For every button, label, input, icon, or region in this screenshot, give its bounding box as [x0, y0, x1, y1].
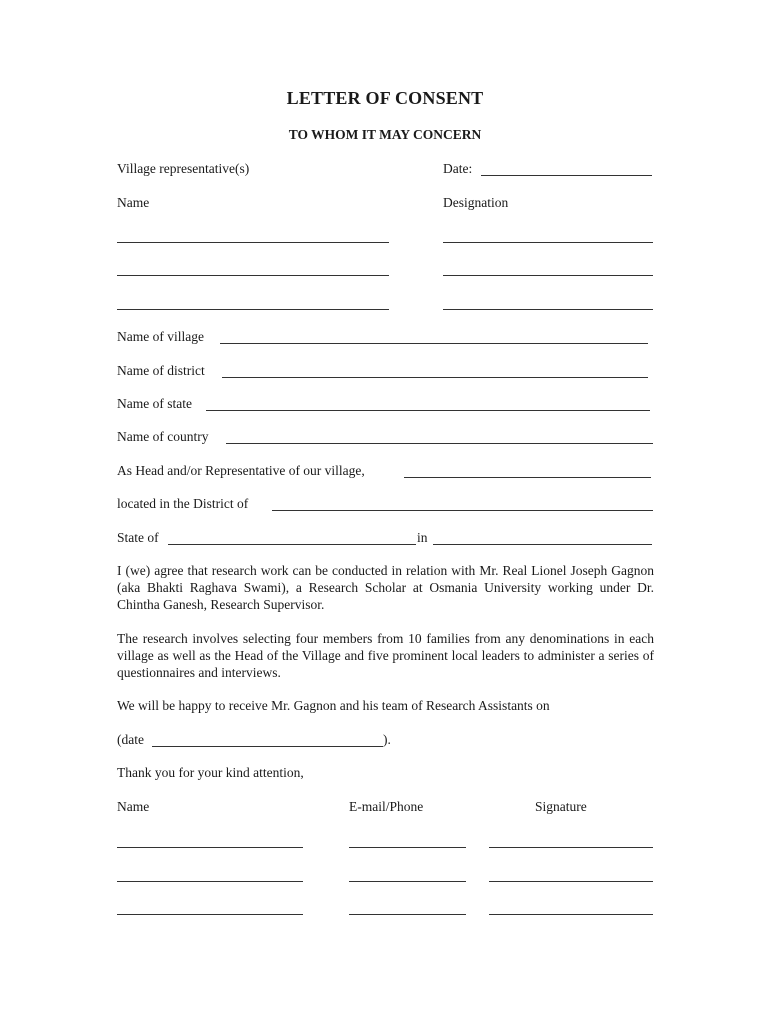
agreement-paragraph: I (we) agree that research work can be conducted in relation with Mr. Real Lionel Joseph Gagnon (aka Bhakti Raghava Swami), a Research Scholar at Osmania University working under Dr. Chintha Ganesh, Research Supervisor. — [117, 563, 654, 612]
representative-designation-field[interactable] — [443, 275, 653, 276]
signatory-signature-field[interactable] — [489, 914, 653, 915]
signatory-contact-field[interactable] — [349, 847, 466, 848]
receive-statement: We will be happy to receive Mr. Gagnon and his team of Research Assistants on — [117, 698, 550, 713]
signatory-contact-field[interactable] — [349, 881, 466, 882]
date-field[interactable] — [481, 175, 652, 176]
district-field[interactable] — [222, 377, 648, 378]
date-label: Date: — [443, 161, 473, 176]
signature-contact-header: E-mail/Phone — [349, 799, 424, 814]
signatory-name-field[interactable] — [117, 881, 303, 882]
letter-subtitle: TO WHOM IT MAY CONCERN — [288, 127, 482, 142]
representative-name-field[interactable] — [117, 275, 389, 276]
signature-name-header: Name — [117, 799, 150, 814]
state-field[interactable] — [206, 410, 650, 411]
village-label: Name of village — [117, 329, 204, 344]
located-district-label: located in the District of — [117, 496, 249, 511]
head-representative-label: As Head and/or Representative of our village, — [117, 463, 365, 478]
name-label: Name — [117, 195, 150, 210]
head-representative-field[interactable] — [404, 477, 651, 478]
in-field[interactable] — [433, 544, 652, 545]
visit-date-close: ). — [383, 732, 391, 747]
representative-name-field[interactable] — [117, 309, 389, 310]
signature-header: Signature — [535, 799, 587, 814]
signatory-name-field[interactable] — [117, 914, 303, 915]
thanks-statement: Thank you for your kind attention, — [117, 765, 304, 780]
state-of-label: State of — [117, 530, 159, 545]
signatory-name-field[interactable] — [117, 847, 303, 848]
signatory-contact-field[interactable] — [349, 914, 466, 915]
representative-designation-field[interactable] — [443, 242, 653, 243]
signatory-signature-field[interactable] — [489, 881, 653, 882]
signatory-signature-field[interactable] — [489, 847, 653, 848]
district-label: Name of district — [117, 363, 205, 378]
country-field[interactable] — [226, 443, 653, 444]
village-representatives-label: Village representative(s) — [117, 161, 250, 176]
representative-name-field[interactable] — [117, 242, 389, 243]
state-label: Name of state — [117, 396, 192, 411]
village-field[interactable] — [220, 343, 648, 344]
designation-label: Designation — [443, 195, 509, 210]
country-label: Name of country — [117, 429, 209, 444]
research-paragraph: The research involves selecting four members from 10 families from any denominations in each village as well as the Head of the Village and five prominent local leaders to administer a series of questionnaires and interviews. — [117, 631, 654, 680]
state-of-field[interactable] — [168, 544, 416, 545]
located-district-field[interactable] — [272, 510, 653, 511]
visit-date-open: (date — [117, 732, 144, 747]
letter-title: LETTER OF CONSENT — [286, 88, 484, 108]
visit-date-field[interactable] — [152, 746, 383, 747]
in-label: in — [417, 530, 428, 545]
representative-designation-field[interactable] — [443, 309, 653, 310]
